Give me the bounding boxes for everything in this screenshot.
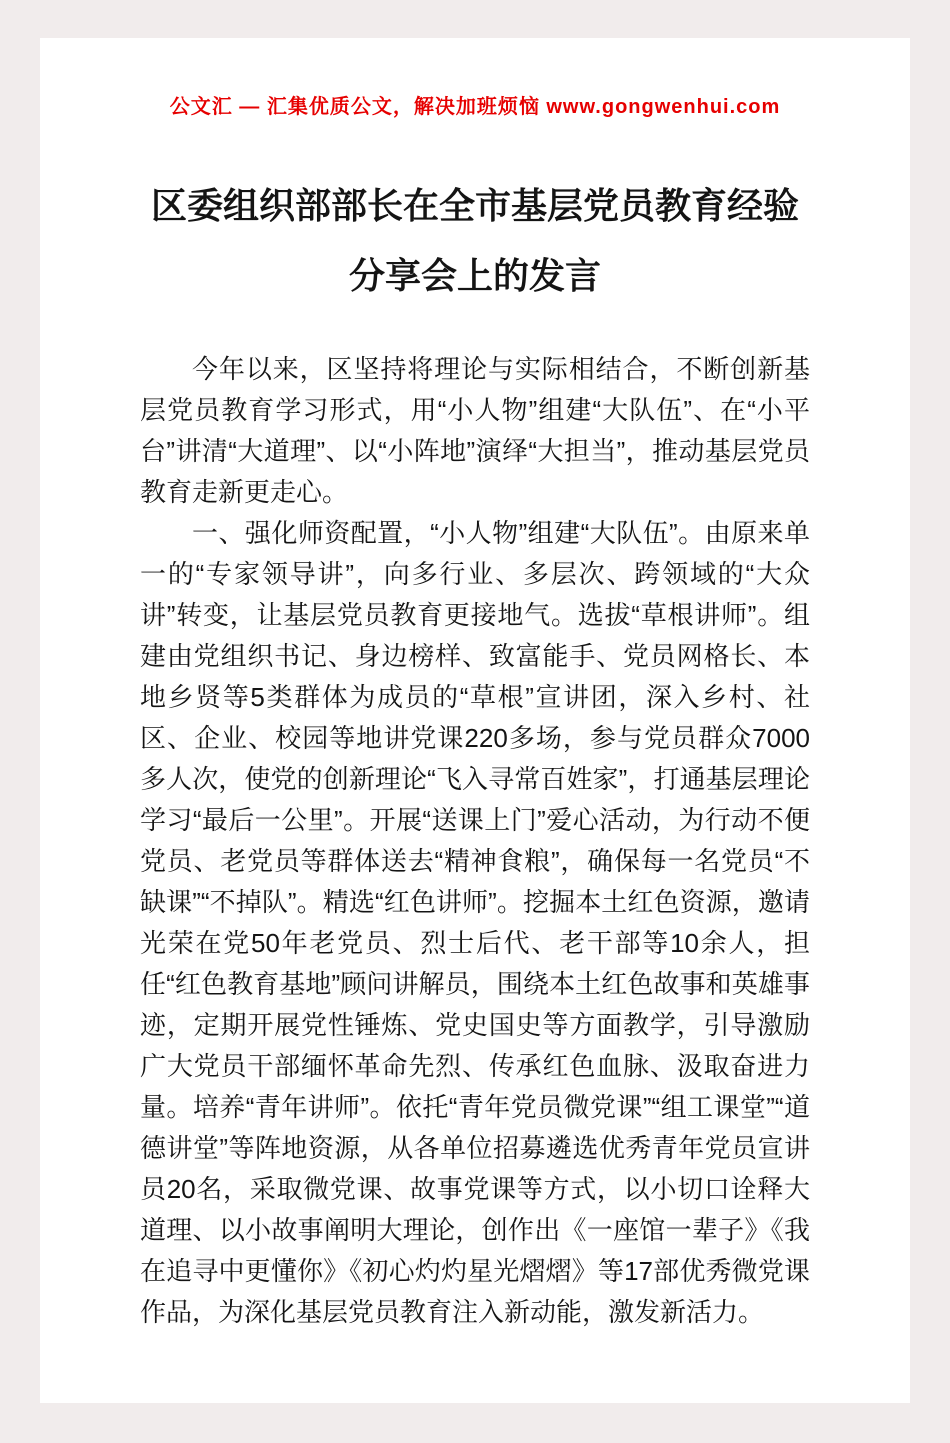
paragraph-intro: 今年以来，区坚持将理论与实际相结合，不断创新基层党员教育学习形式，用“小人物”组建“大队伍”、在“小平台”讲清“大道理”、以“小阵地”演绎“大担当”，推动基层党员教育走新更走心。 xyxy=(140,354,810,508)
site-banner: 公文汇 — 汇集优质公文，解决加班烦恼 www.gongwenhui.com xyxy=(169,96,781,118)
document-title xyxy=(140,171,810,311)
document-body xyxy=(140,349,810,1333)
document-title-line2: 分享会上的发言 xyxy=(348,255,601,297)
document-title-line1: 区委组织部部长在全市基层党员教育经验 xyxy=(150,185,799,226)
document-page xyxy=(40,38,910,1403)
paragraph-section-1: 一、强化师资配置，“小人物”组建“大队伍”。由原来单一的“专家领导讲”，向多行业、多层次、跨领域的“大众讲”转变，让基层党员教育更接地气。选拔“草根讲师”。组建由党组织书记、身边榜样、致富能手、党员网格长、本地乡贤等5类群体为成员的“草根”宣讲团，深入乡村、社区、企业、校园等地讲党课220多场，参与党员群众7000多人次，使党的创新理论“飞入寻常百姓家”，打通基层理论学习“最后一公里”。开展“送课上门”爱心活动，为行动不便党员、老党员等群体送去“精神食粮”，确保每一名党员“不缺课”“不掉队”。精选“红色讲师”。挖掘本土红色资源，邀请光荣在党50年老党员、烈士后代、老干部等10余人，担任“红色教育基地”顾问讲解员，围绕本土红色故事和英雄事迹，定期开展党性锤炼、党史国史等方面教学，引导激励广大党员干部缅怀革命先烈、传承红色血脉、汲取奋进力量。培养“青年讲师”。依托“青年党员微党课”“组工课堂”“道德讲堂”等阵地资源，从各单位招募遴选优秀青年党员宣讲员20名，采取微党课、故事党课等方式，以小切口诠释大道理、以小故事阐明大理论，创作出《一座馆一辈子》《我在追寻中更懂你》《初心灼灼星光熠熠》等17部优秀微党课作品，为深化基层党员教育注入新动能，激发新活力。 xyxy=(140,518,810,1328)
